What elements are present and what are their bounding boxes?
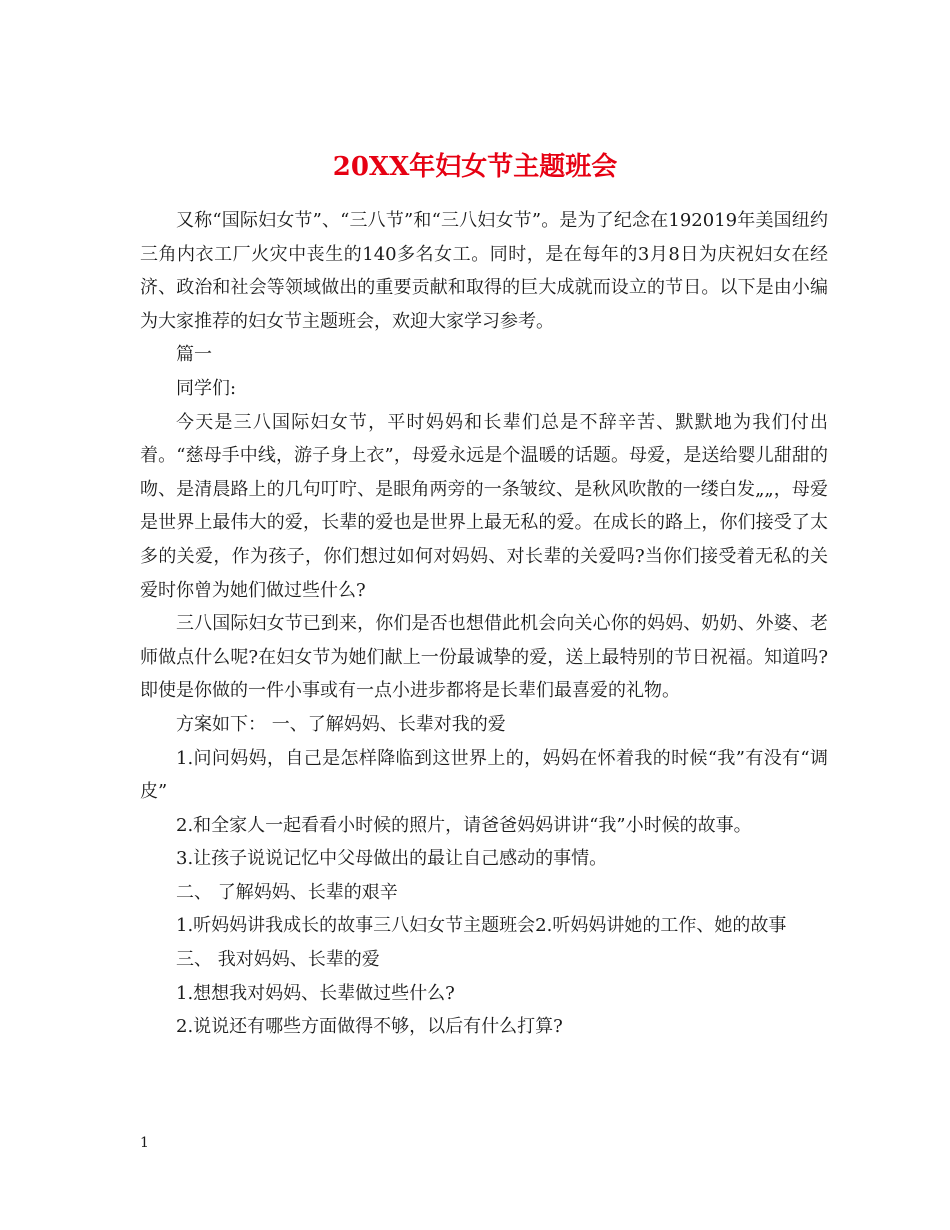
list-item: 1.听妈妈讲我成长的故事三八妇女节主题班会2.听妈妈讲她的工作、她的故事 [176,915,787,937]
body-paragraph: 今天是三八国际妇女节，平时妈妈和长辈们总是不辞辛苦、默默地为我们付出着。“慈母手中线，游子身上衣”，母爱永远是个温暖的话题。母爱，是送给婴儿甜甜的吻、是清晨路上的几句叮咛、是眼角两旁的一条皱纹、是秋风吹散的一缕白发„„，母爱是世界上最伟大的爱，长辈的爱也是世界上最无私的爱。在成长的路上，你们接受了太多的关爱，作为孩子，你们想过如何对妈妈、对长辈的关爱吗?当你们接受着无私的关爱时你曾为她们做过些什么? [140,411,828,601]
list-item: 2.说说还有哪些方面做得不够，以后有什么打算? [176,1016,563,1038]
section-heading: 三、 我对妈妈、长辈的爱 [176,949,380,971]
list-item: 1.想想我对妈妈、长辈做过些什么? [176,982,455,1004]
intro-paragraph: 又称“国际妇女节”、“三八节”和“三八妇女节”。是为了纪念在192019年美国纽约三角内衣工厂火灾中丧生的140多名女工。同时，是在每年的3月8日为庆祝妇女在经济、政治和社会等领域做出的重要贡献和取得的巨大成就而设立的节日。以下是由小编为大家推荐的妇女节主题班会，欢迎大家学习参考。 [140,210,828,332]
list-item: 2.和全家人一起看看小时候的照片，请爸爸妈妈讲讲“我”小时候的故事。 [176,814,752,836]
body-paragraph: 三八国际妇女节已到来，你们是否也想借此机会向关心你的妈妈、奶奶、外婆、老师做点什么呢?在妇女节为她们献上一份最诚挚的爱，送上最特别的节日祝福。知道吗?即使是你做的一件小事或有一点小进步都将是长辈们最喜爱的礼物。 [140,613,828,702]
list-item: 3.让孩子说说记忆中父母做出的最让自己感动的事情。 [176,848,608,870]
list-item: 1.问问妈妈，自己是怎样降临到这世界上的，妈妈在怀着我的时候“我”有没有“调皮” [140,747,828,803]
section-heading-part-one: 篇一 [176,344,212,366]
plan-heading: 方案如下： 一、了解妈妈、长辈对我的爱 [176,713,506,735]
section-heading: 二、 了解妈妈、长辈的艰辛 [176,881,398,903]
page-title: 20XX年妇女节主题班会 [332,152,618,183]
salutation: 同学们: [176,377,237,399]
page-number: 1 [140,1135,149,1151]
document-body [140,204,828,1044]
